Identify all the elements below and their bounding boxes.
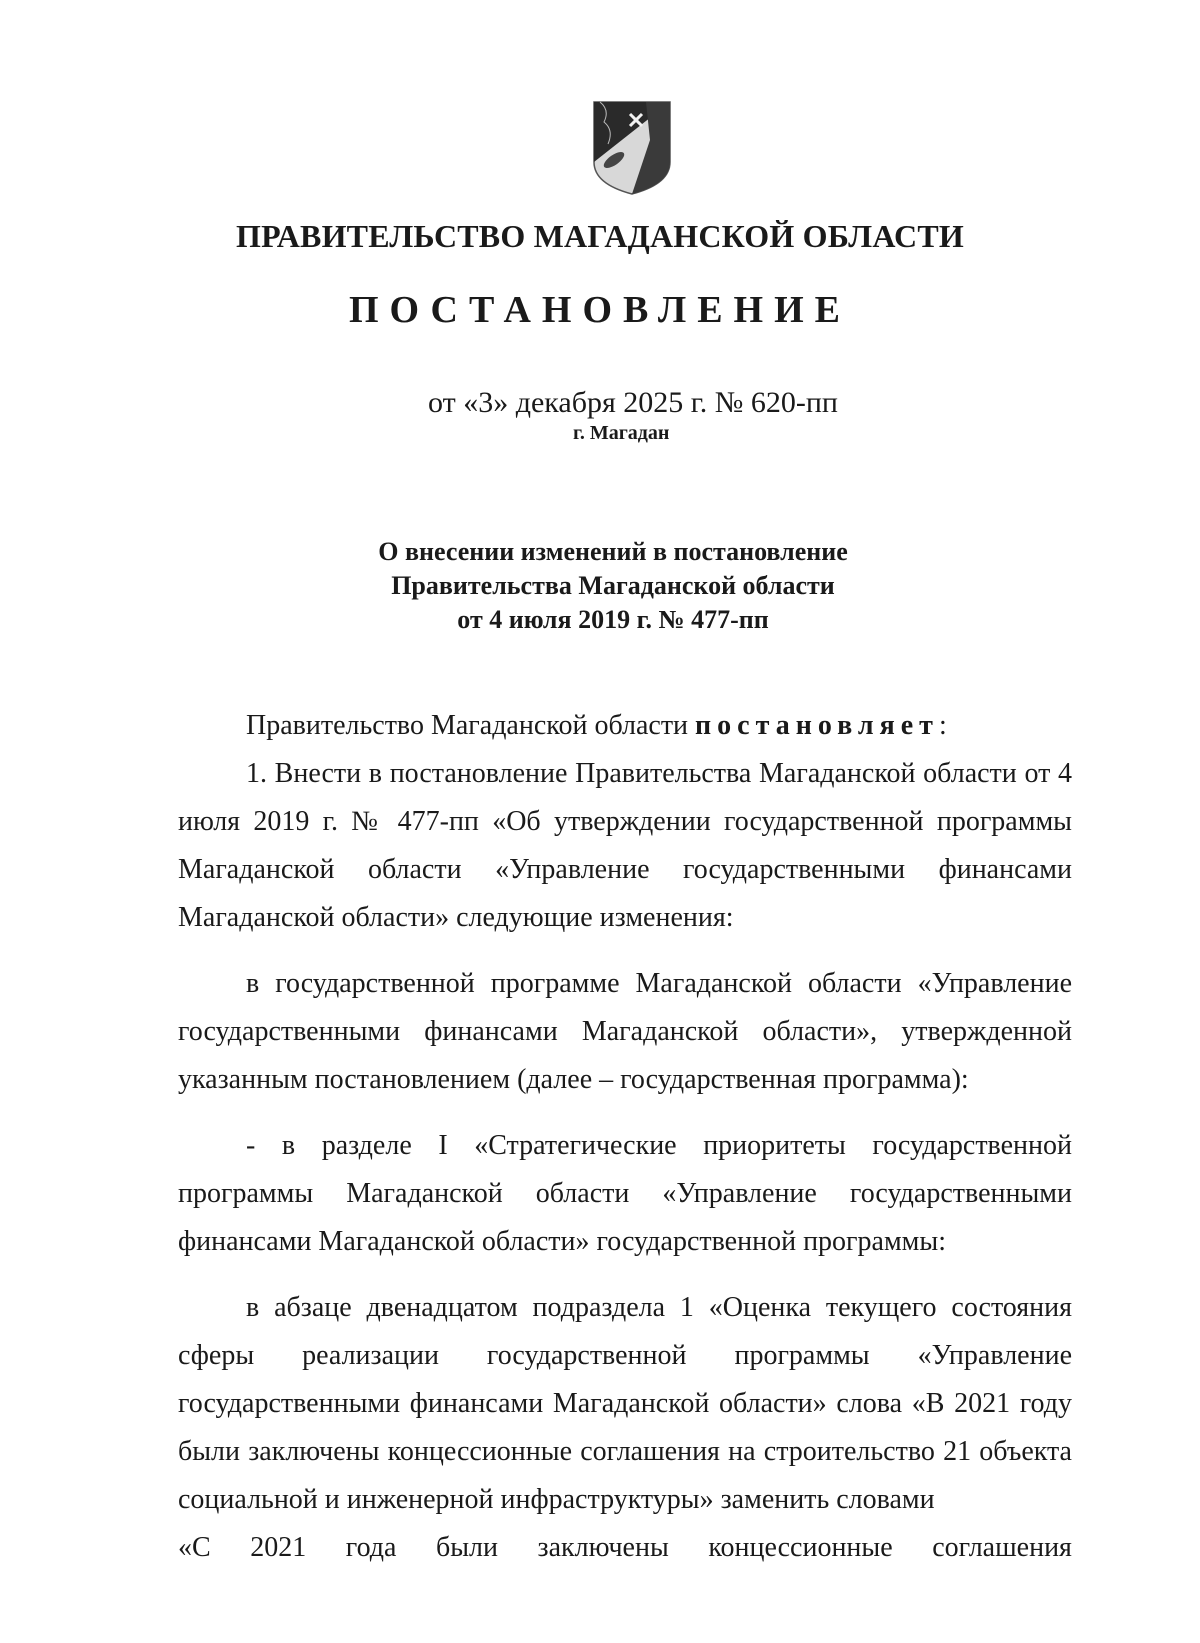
document-type-title: ПОСТАНОВЛЕНИЕ [348, 289, 852, 331]
issuing-authority: ПРАВИТЕЛЬСТВО МАГАДАНСКОЙ ОБЛАСТИ [235, 218, 964, 254]
word: соглашения [932, 1532, 1072, 1563]
preamble-tail: : [938, 710, 947, 741]
subject-line-3: от 4 июля 2019 г. № 477-пп [457, 605, 769, 634]
paragraph-4: в абзаце двенадцатом подраздела 1 «Оценка текущего состояния сферы реализации государственной программы «Управление государственными финансами Магаданской области» слова «В 2021 году были заключены концессионные соглашения на строительство 21 объекта социальной и инженерной инфраструктуры» заменить словами [178, 1292, 1072, 1515]
document-date-number: от «3» декабря 2025 г. № 620-пп [428, 386, 838, 419]
word: года [345, 1532, 397, 1563]
word: 2021 [250, 1532, 307, 1563]
preamble [178, 702, 1072, 750]
word: концессионные [708, 1532, 893, 1563]
paragraph-1: 1. Внести в постановление Правительства Магаданской области от 4 июля 2019 г. № 477-пп «Об утверждении государственной программы Магаданской области «Управление государственными финансами Магаданской области» следующие изменения: [178, 758, 1072, 933]
word: «С [178, 1532, 211, 1563]
coat-of-arms-icon [590, 100, 674, 196]
preamble-lead: Правительство Магаданской области [246, 710, 696, 741]
subject-line-1: О внесении изменений в постановление [378, 537, 848, 566]
paragraph-3: - в разделе I «Стратегические приоритеты государственной программы Магаданской области «Управление государственными финансами Магаданской области» государственной программы: [178, 1130, 1072, 1257]
document-body [178, 702, 1072, 1572]
paragraph-2: в государственной программе Магаданской области «Управление государственными финансами Магаданской области», утвержденной указанным постановлением (далее – государственная программа): [178, 968, 1072, 1095]
document-city: г. Магадан [573, 422, 670, 444]
subject-line-2: Правительства Магаданской области [391, 571, 835, 600]
document-subject [0, 535, 1200, 637]
paragraph-4-continuation [178, 1524, 1072, 1572]
preamble-verb: постановляет [695, 710, 939, 741]
word: заключены [537, 1532, 669, 1563]
word: были [435, 1532, 498, 1563]
